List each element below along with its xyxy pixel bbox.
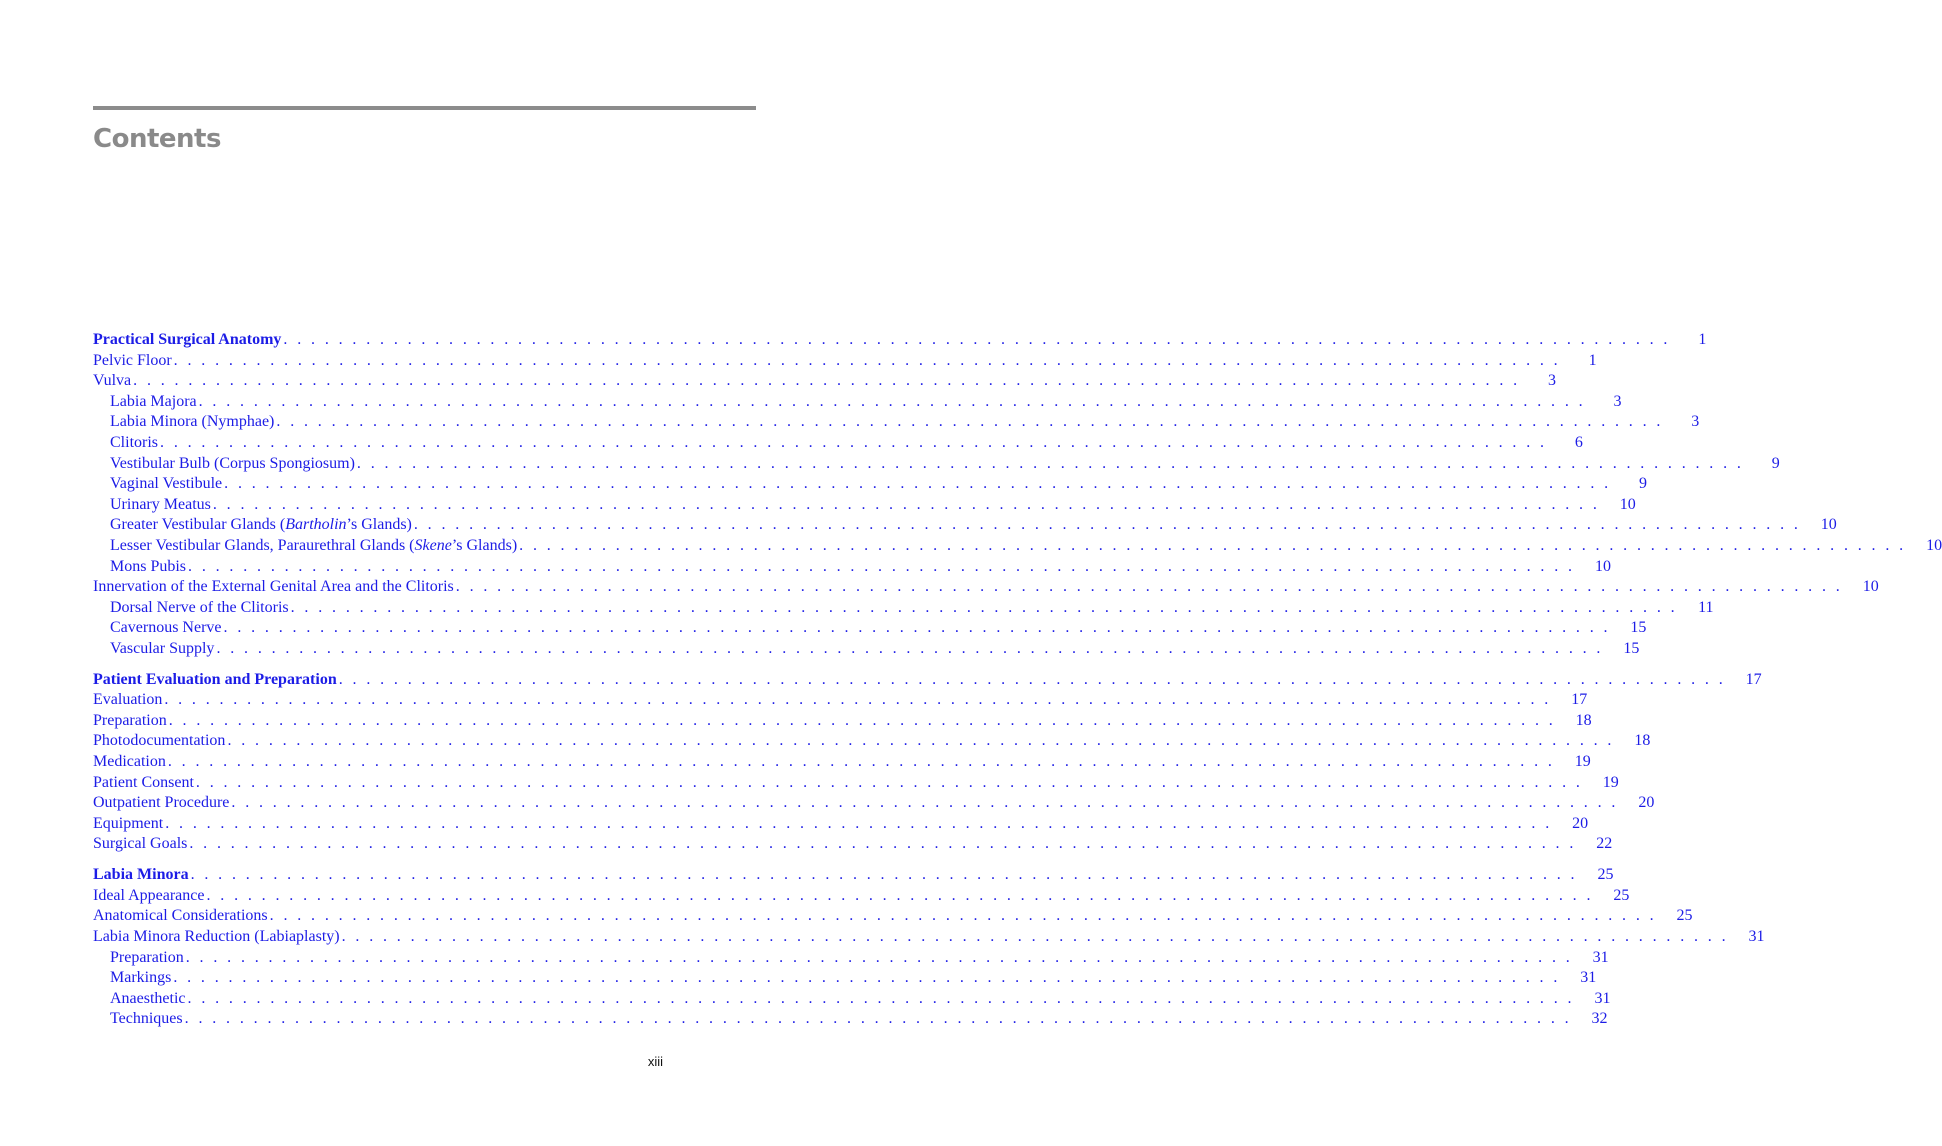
toc-page-number: 1 bbox=[1698, 331, 1707, 348]
toc-entry-title: Preparation bbox=[110, 948, 184, 966]
dot-leader: . . . . . . . . . . . . . . . . . . . . . . . . . . . . . . . . . . . . . . . . . . . . . . . . . . . . . . . . . . . . . . . . . . . . . . . . . . . . . . . . . . . . . . . . . . . . . . . . . . . . . bbox=[185, 948, 1573, 966]
toc-entry[interactable] bbox=[93, 814, 1589, 835]
toc-entry[interactable] bbox=[93, 968, 1597, 989]
toc-entry[interactable] bbox=[93, 989, 1611, 1010]
toc-entry-title: Medication bbox=[93, 753, 166, 771]
toc-entry[interactable] bbox=[93, 474, 1648, 495]
toc-page-number: 31 bbox=[1592, 948, 1609, 966]
toc-page-number: 18 bbox=[1575, 711, 1592, 729]
page-title: Contents bbox=[93, 124, 221, 154]
toc-entry-title: Cavernous Nerve bbox=[110, 619, 222, 637]
dot-leader: . . . . . . . . . . . . . . . . . . . . . . . . . . . . . . . . . . . . . . . . . . . . . . . . . . . . . . . . . . . . . . . . . . . . . . . . . . . . . . . . . . . . . . . . . . . . . . . . . . . . . bbox=[188, 557, 1575, 575]
toc-entry-title bbox=[110, 515, 412, 536]
dot-leader: . . . . . . . . . . . . . . . . . . . . . . . . . . . . . . . . . . . . . . . . . . . . . . . . . . . . . . . . . . . . . . . . . . . . . . . . . . . . . . . . . . . . . . . . . . . . . . . . . . . . . bbox=[231, 794, 1619, 812]
page-folio: xiii bbox=[647, 1054, 663, 1069]
dot-leader: . . . . . . . . . . . . . . . . . . . . . . . . . . . . . . . . . . . . . . . . . . . . . . . . . . . . . . . . . . . . . . . . . . . . . . . . . . . . . . . . . . . . . . . . . . . . . . . . . . . . . bbox=[519, 536, 1907, 554]
table-of-contents bbox=[93, 330, 1942, 1030]
dot-leader: . . . . . . . . . . . . . . . . . . . . . . . . . . . . . . . . . . . . . . . . . . . . . . . . . . . . . . . . . . . . . . . . . . . . . . . . . . . . . . . . . . . . . . . . . . . . . . . . . . . . . bbox=[276, 413, 1664, 431]
toc-entry-title-part: Greater Vestibular Glands ( bbox=[110, 516, 286, 534]
toc-entry-title: Evaluation bbox=[93, 691, 163, 709]
toc-entry-title: Patient Consent bbox=[93, 773, 194, 791]
toc-entry[interactable] bbox=[93, 886, 1630, 907]
toc-entry[interactable] bbox=[93, 948, 1609, 969]
toc-page-number: 25 bbox=[1597, 866, 1614, 884]
toc-page-number: 19 bbox=[1602, 773, 1619, 791]
toc-page-number: 18 bbox=[1634, 732, 1651, 750]
top-rule bbox=[93, 106, 756, 110]
toc-entry-title: Markings bbox=[110, 969, 172, 987]
toc-entry-title: Photodocumentation bbox=[93, 732, 226, 750]
toc-entry[interactable] bbox=[93, 618, 1647, 639]
toc-entry[interactable] bbox=[93, 557, 1611, 578]
toc-entry[interactable] bbox=[93, 834, 1613, 855]
toc-entry[interactable] bbox=[93, 495, 1636, 516]
toc-entry[interactable] bbox=[93, 392, 1622, 413]
dot-leader: . . . . . . . . . . . . . . . . . . . . . . . . . . . . . . . . . . . . . . . . . . . . . . . . . . . . . . . . . . . . . . . . . . . . . . . . . . . . . . . . . . . . . . . . . . . . . . . . . . . . . bbox=[167, 753, 1555, 771]
toc-entry[interactable] bbox=[93, 1009, 1608, 1030]
toc-entry-title: Ideal Appearance bbox=[93, 886, 205, 904]
dot-leader: . . . . . . . . . . . . . . . . . . . . . . . . . . . . . . . . . . . . . . . . . . . . . . . . . . . . . . . . . . . . . . . . . . . . . . . . . . . . . . . . . . . . . . . . . . . . . . . . . . . . . bbox=[413, 516, 1801, 534]
toc-page-number: 15 bbox=[1630, 619, 1647, 637]
toc-page-number: 25 bbox=[1676, 907, 1693, 925]
toc-entry-title-part: ’s Glands) bbox=[451, 536, 518, 554]
dot-leader: . . . . . . . . . . . . . . . . . . . . . . . . . . . . . . . . . . . . . . . . . . . . . . . . . . . . . . . . . . . . . . . . . . . . . . . . . . . . . . . . . . . . . . . . . . . . . . . . . . . . . bbox=[160, 433, 1547, 451]
toc-page-number: 10 bbox=[1926, 536, 1942, 554]
dot-leader: . . . . . . . . . . . . . . . . . . . . . . . . . . . . . . . . . . . . . . . . . . . . . . . . . . . . . . . . . . . . . . . . . . . . . . . . . . . . . . . . . . . . . . . . . . . . . . . . . . . . . bbox=[223, 619, 1611, 637]
dot-leader: . . . . . . . . . . . . . . . . . . . . . . . . . . . . . . . . . . . . . . . . . . . . . . . . . . . . . . . . . . . . . . . . . . . . . . . . . . . . . . . . . . . . . . . . . . . . . . . . . . . . . bbox=[227, 732, 1615, 750]
toc-entry[interactable] bbox=[93, 639, 1640, 660]
toc-entry-title: Techniques bbox=[110, 1010, 183, 1028]
toc-page-number: 10 bbox=[1594, 557, 1611, 575]
toc-entry[interactable] bbox=[93, 906, 1693, 927]
dot-leader: . . . . . . . . . . . . . . . . . . . . . . . . . . . . . . . . . . . . . . . . . . . . . . . . . . . . . . . . . . . . . . . . . . . . . . . . . . . . . . . . . . . . . . . . . . . . . . . . . . . . . bbox=[356, 454, 1744, 472]
toc-page-number: 3 bbox=[1613, 392, 1622, 410]
dot-leader: . . . . . . . . . . . . . . . . . . . . . . . . . . . . . . . . . . . . . . . . . . . . . . . . . . . . . . . . . . . . . . . . . . . . . . . . . . . . . . . . . . . . . . . . . . . . . . . . . . . . . bbox=[216, 639, 1604, 657]
dot-leader: . . . . . . . . . . . . . . . . . . . . . . . . . . . . . . . . . . . . . . . . . . . . . . . . . . . . . . . . . . . . . . . . . . . . . . . . . . . . . . . . . . . . . . . . . . . . . . . . . . . . . bbox=[168, 711, 1556, 729]
toc-entry[interactable] bbox=[93, 598, 1714, 619]
toc-entry-title: Anatomical Considerations bbox=[93, 907, 268, 925]
toc-page-number: 10 bbox=[1820, 516, 1837, 534]
toc-entry-title: Vulva bbox=[93, 372, 132, 390]
toc-entry[interactable] bbox=[93, 731, 1651, 752]
toc-entry[interactable] bbox=[93, 433, 1583, 454]
toc-page-number: 10 bbox=[1619, 495, 1636, 513]
dot-leader: . . . . . . . . . . . . . . . . . . . . . . . . . . . . . . . . . . . . . . . . . . . . . . . . . . . . . . . . . . . . . . . . . . . . . . . . . . . . . . . . . . . . . . . . . . . . . . . . . . . . . bbox=[290, 598, 1678, 616]
toc-page-number: 31 bbox=[1594, 989, 1611, 1007]
dot-leader: . . . . . . . . . . . . . . . . . . . . . . . . . . . . . . . . . . . . . . . . . . . . . . . . . . . . . . . . . . . . . . . . . . . . . . . . . . . . . . . . . . . . . . . . . . . . . . . . . . . . . bbox=[338, 670, 1726, 688]
toc-page-number: 9 bbox=[1771, 454, 1780, 472]
toc-page-number: 1 bbox=[1588, 351, 1597, 369]
toc-page-number: 20 bbox=[1638, 794, 1655, 812]
dot-leader: . . . . . . . . . . . . . . . . . . . . . . . . . . . . . . . . . . . . . . . . . . . . . . . . . . . . . . . . . . . . . . . . . . . . . . . . . . . . . . . . . . . . . . . . . . . . . . . . . . . . . bbox=[195, 773, 1583, 791]
toc-page-number: 3 bbox=[1548, 372, 1557, 390]
dot-leader: . . . . . . . . . . . . . . . . . . . . . . . . . . . . . . . . . . . . . . . . . . . . . . . . . . . . . . . . . . . . . . . . . . . . . . . . . . . . . . . . . . . . . . . . . . . . . . . . . . . . . bbox=[189, 835, 1577, 853]
toc-page-number: 19 bbox=[1574, 753, 1591, 771]
toc-page-number: 22 bbox=[1596, 835, 1613, 853]
toc-entry[interactable] bbox=[93, 454, 1780, 475]
dot-leader: . . . . . . . . . . . . . . . . . . . . . . . . . . . . . . . . . . . . . . . . . . . . . . . . . . . . . . . . . . . . . . . . . . . . . . . . . . . . . . . . . . . . . . . . . . . . . . . . . . . . . bbox=[184, 1010, 1572, 1028]
toc-entry-title: Patient Evaluation and Preparation bbox=[93, 670, 337, 688]
toc-page-number: 9 bbox=[1639, 475, 1648, 493]
toc-entry-title: Outpatient Procedure bbox=[93, 794, 230, 812]
toc-entry-title: Equipment bbox=[93, 814, 164, 832]
toc-chapter-entry[interactable] bbox=[93, 865, 1614, 886]
dot-leader: . . . . . . . . . . . . . . . . . . . . . . . . . . . . . . . . . . . . . . . . . . . . . . . . . . . . . . . . . . . . . . . . . . . . . . . . . . . . . . . . . . . . . . . . . . . . . . . . . . . . . bbox=[173, 351, 1561, 369]
toc-entry-title: Dorsal Nerve of the Clitoris bbox=[110, 598, 289, 616]
toc-entry[interactable] bbox=[93, 711, 1592, 732]
toc-page-number: 3 bbox=[1691, 413, 1700, 431]
toc-entry[interactable] bbox=[93, 371, 1557, 392]
toc-page-number: 17 bbox=[1571, 691, 1588, 709]
toc-page-number: 15 bbox=[1623, 639, 1640, 657]
toc-page-number: 10 bbox=[1862, 578, 1879, 596]
toc-page-number: 20 bbox=[1572, 814, 1589, 832]
dot-leader: . . . . . . . . . . . . . . . . . . . . . . . . . . . . . . . . . . . . . . . . . . . . . . . . . . . . . . . . . . . . . . . . . . . . . . . . . . . . . . . . . . . . . . . . . . . . . . . . . . . . . bbox=[187, 989, 1575, 1007]
toc-entry-title: Vestibular Bulb (Corpus Spongiosum) bbox=[110, 454, 355, 472]
toc-page-number: 32 bbox=[1591, 1010, 1608, 1028]
toc-page-number: 31 bbox=[1580, 969, 1597, 987]
dot-leader: . . . . . . . . . . . . . . . . . . . . . . . . . . . . . . . . . . . . . . . . . . . . . . . . . . . . . . . . . . . . . . . . . . . . . . . . . . . . . . . . . . . . . . . . . . . . . . . . . . . . . bbox=[198, 392, 1586, 410]
toc-chapter-entry[interactable] bbox=[93, 670, 1762, 691]
dot-leader: . . . . . . . . . . . . . . . . . . . . . . . . . . . . . . . . . . . . . . . . . . . . . . . . . . . . . . . . . . . . . . . . . . . . . . . . . . . . . . . . . . . . . . . . . . . . . . . . . . . . . bbox=[212, 495, 1600, 513]
toc-entry[interactable] bbox=[93, 927, 1765, 948]
toc-entry-title: Labia Majora bbox=[110, 392, 197, 410]
dot-leader: . . . . . . . . . . . . . . . . . . . . . . . . . . . . . . . . . . . . . . . . . . . . . . . . . . . . . . . . . . . . . . . . . . . . . . . . . . . . . . . . . . . . . . . . . . . . . . . . . . . . . bbox=[133, 372, 1521, 390]
dot-leader: . . . . . . . . . . . . . . . . . . . . . . . . . . . . . . . . . . . . . . . . . . . . . . . . . . . . . . . . . . . . . . . . . . . . . . . . . . . . . . . . . . . . . . . . . . . . . . . . . . . . . bbox=[269, 907, 1657, 925]
toc-page-number: 31 bbox=[1748, 928, 1765, 945]
toc-entry-title: Labia Minora (Nymphae) bbox=[110, 413, 275, 431]
toc-entry-title: Innervation of the External Genital Area and the Clitoris bbox=[93, 578, 454, 596]
toc-entry-title: Clitoris bbox=[110, 433, 159, 451]
dot-leader: . . . . . . . . . . . . . . . . . . . . . . . . . . . . . . . . . . . . . . . . . . . . . . . . . . . . . . . . . . . . . . . . . . . . . . . . . . . . . . . . . . . . . . . . . . . . . . . . . . . . . bbox=[164, 691, 1552, 709]
toc-entry-title: Mons Pubis bbox=[110, 557, 187, 575]
toc-entry[interactable] bbox=[93, 577, 1879, 598]
toc-page-number: 25 bbox=[1613, 886, 1630, 904]
toc-chapter-entry[interactable] bbox=[93, 330, 1707, 351]
toc-entry-title: Anaesthetic bbox=[110, 989, 186, 1007]
toc-entry-title-italic: Bartholin bbox=[285, 516, 347, 534]
toc-entry-title-italic: Skene bbox=[414, 536, 452, 554]
toc-entry[interactable] bbox=[93, 412, 1700, 433]
dot-leader: . . . . . . . . . . . . . . . . . . . . . . . . . . . . . . . . . . . . . . . . . . . . . . . . . . . . . . . . . . . . . . . . . . . . . . . . . . . . . . . . . . . . . . . . . . . . . . . . . . . . . bbox=[190, 866, 1578, 884]
toc-entry-title: Practical Surgical Anatomy bbox=[93, 331, 282, 348]
toc-page-number: 11 bbox=[1698, 598, 1714, 616]
toc-entry[interactable] bbox=[93, 536, 1942, 557]
dot-leader: . . . . . . . . . . . . . . . . . . . . . . . . . . . . . . . . . . . . . . . . . . . . . . . . . . . . . . . . . . . . . . . . . . . . . . . . . . . . . . . . . . . . . . . . . . . . . . . . . . . . . bbox=[341, 928, 1729, 945]
toc-entry-title-part: Lesser Vestibular Glands, Paraurethral Glands ( bbox=[110, 536, 415, 554]
toc-entry[interactable] bbox=[93, 793, 1655, 814]
toc-entry-title: Preparation bbox=[93, 711, 167, 729]
toc-entry[interactable] bbox=[93, 773, 1619, 794]
toc-page-number: 6 bbox=[1574, 433, 1583, 451]
dot-leader: . . . . . . . . . . . . . . . . . . . . . . . . . . . . . . . . . . . . . . . . . . . . . . . . . . . . . . . . . . . . . . . . . . . . . . . . . . . . . . . . . . . . . . . . . . . . . . . . . . . . . bbox=[224, 475, 1612, 493]
toc-entry-title: Surgical Goals bbox=[93, 835, 188, 853]
dot-leader: . . . . . . . . . . . . . . . . . . . . . . . . . . . . . . . . . . . . . . . . . . . . . . . . . . . . . . . . . . . . . . . . . . . . . . . . . . . . . . . . . . . . . . . . . . . . . . . . . . . . . bbox=[283, 331, 1671, 348]
dot-leader: . . . . . . . . . . . . . . . . . . . . . . . . . . . . . . . . . . . . . . . . . . . . . . . . . . . . . . . . . . . . . . . . . . . . . . . . . . . . . . . . . . . . . . . . . . . . . . . . . . . . . bbox=[206, 886, 1594, 904]
toc-entry-title: Vascular Supply bbox=[110, 639, 215, 657]
toc-entry-title: Labia Minora Reduction (Labiaplasty) bbox=[93, 928, 340, 945]
toc-entry-title bbox=[110, 536, 517, 557]
dot-leader: . . . . . . . . . . . . . . . . . . . . . . . . . . . . . . . . . . . . . . . . . . . . . . . . . . . . . . . . . . . . . . . . . . . . . . . . . . . . . . . . . . . . . . . . . . . . . . . . . . . . . bbox=[455, 578, 1843, 596]
toc-entry-title-part: ’s Glands) bbox=[346, 516, 412, 534]
dot-leader: . . . . . . . . . . . . . . . . . . . . . . . . . . . . . . . . . . . . . . . . . . . . . . . . . . . . . . . . . . . . . . . . . . . . . . . . . . . . . . . . . . . . . . . . . . . . . . . . . . . . . bbox=[165, 814, 1553, 832]
toc-page-number: 17 bbox=[1745, 670, 1762, 688]
toc-entry-title: Labia Minora bbox=[93, 866, 189, 884]
toc-entry[interactable] bbox=[93, 515, 1837, 536]
toc-entry[interactable] bbox=[93, 752, 1591, 773]
dot-leader: . . . . . . . . . . . . . . . . . . . . . . . . . . . . . . . . . . . . . . . . . . . . . . . . . . . . . . . . . . . . . . . . . . . . . . . . . . . . . . . . . . . . . . . . . . . . . . . . . . . . . bbox=[173, 969, 1561, 987]
toc-entry[interactable] bbox=[93, 690, 1588, 711]
toc-entry[interactable] bbox=[93, 351, 1597, 372]
toc-entry-title: Vaginal Vestibule bbox=[110, 475, 223, 493]
toc-entry-title: Urinary Meatus bbox=[110, 495, 211, 513]
toc-entry-title: Pelvic Floor bbox=[93, 351, 172, 369]
